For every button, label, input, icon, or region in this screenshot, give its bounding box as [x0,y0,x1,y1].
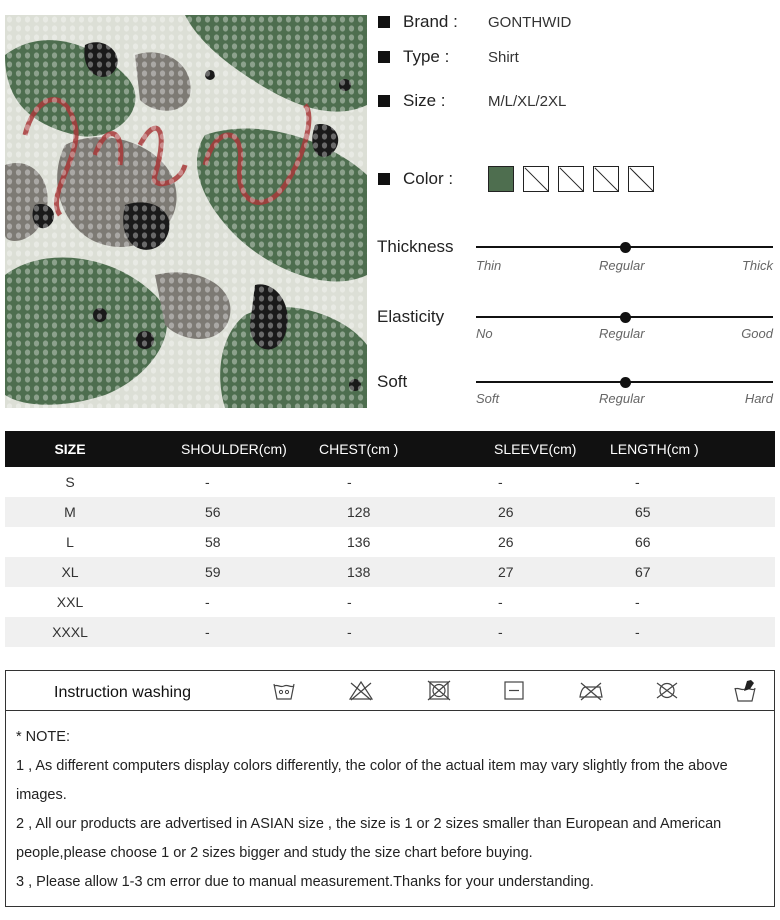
color-swatch-camo-green[interactable] [488,166,514,192]
table-row [5,617,775,647]
dry-flat-icon [501,677,527,703]
no-bleach-icon [348,677,374,703]
meter-min: Thin [476,258,502,273]
cell-sleeve: 27 [450,557,580,587]
cell-size: L [66,534,74,550]
product-fabric-image [5,15,367,408]
note-line-1: 1 , As different computers display colors differently, the color of the actual item may vary slightly from the above [16,758,728,774]
meter-mid: Regular [599,326,645,341]
spec-brand [378,12,571,32]
cell-shoulder: - [205,474,210,490]
meter-mid: Regular [599,258,645,273]
spec-color [378,166,654,192]
cell-shoulder: - [205,594,210,610]
type-label: Type : [403,47,450,66]
color-swatch-empty [523,166,549,192]
cell-chest: - [347,474,352,490]
color-swatch-empty [593,166,619,192]
cell-chest: - [305,617,450,647]
meter-max: Good [741,326,773,341]
cell-sleeve: 26 [450,497,580,527]
table-row [5,467,775,497]
cell-chest: 128 [305,497,450,527]
column-header-chest: CHEST(cm ) [305,431,450,467]
no-tumble-dry-icon [426,677,452,703]
hand-wash-icon [271,677,297,703]
color-label: Color : [403,169,454,188]
cell-shoulder: 58 [205,534,221,550]
meter-min: No [476,326,493,341]
size-label: Size : [403,91,446,110]
size-chart-table [5,431,775,647]
type-value: Shirt [488,48,519,66]
column-header-sleeve: SLEEVE(cm) [450,431,580,467]
meter-label: Elasticity [377,307,445,326]
cell-shoulder: 59 [135,557,305,587]
meter-marker [620,242,631,253]
color-swatches [488,166,654,192]
meter-marker [620,312,631,323]
cell-size: XXXL [5,617,135,647]
meter-soft [377,371,773,411]
cell-size: S [65,474,75,490]
table-header-row [5,431,775,467]
color-swatch-empty [628,166,654,192]
care-and-notes-box [5,670,775,907]
washing-instructions-bar [6,671,774,711]
note-line-3: 3 , Please allow 1-3 cm error due to manual measurement.Thanks for your understanding. [16,874,594,890]
table-row [5,557,775,587]
column-header-shoulder: SHOULDER(cm) [135,431,305,467]
cell-length: - [580,617,775,647]
table-row [5,587,775,617]
meter-thickness [377,236,773,276]
spec-type [378,47,519,67]
spec-size [378,91,566,111]
meter-elasticity [377,306,773,346]
cell-size: M [5,497,135,527]
camouflage-mesh-photo [5,15,367,408]
cell-size: XXL [56,594,84,610]
meter-label: Soft [377,372,408,391]
cell-chest: 138 [305,557,450,587]
bullet-square [378,16,390,28]
cell-length: - [635,474,640,490]
meter-label: Thickness [377,237,454,256]
no-dry-clean-icon [654,677,680,703]
bullet-square [378,95,390,107]
brand-value: GONTHWID [488,13,572,31]
meter-max: Thick [741,258,773,273]
cell-length: 66 [635,534,651,550]
hand-wash-only-icon [732,677,758,703]
note-line-2-cont: people,please choose 1 or 2 sizes bigger and study the size chart before buying. [16,845,533,861]
cell-shoulder: - [135,617,305,647]
table-row [5,527,775,557]
meter-mid: Regular [599,391,645,406]
table-row [5,497,775,527]
cell-length: - [635,594,640,610]
cell-sleeve: 26 [498,534,514,550]
no-iron-icon [578,677,604,703]
note-line-2: 2 , All our products are advertised in ASIAN size , the size is 1 or 2 sizes smaller than European and American [16,816,722,832]
cell-sleeve: - [450,617,580,647]
cell-sleeve: - [498,594,503,610]
note-line-1-cont: images. [16,787,67,803]
column-header-length: LENGTH(cm ) [580,431,775,467]
cell-length: 67 [580,557,775,587]
cell-shoulder: 56 [135,497,305,527]
column-header-size: SIZE [5,431,135,467]
size-value: M/L/XL/2XL [488,92,567,110]
note-heading: * NOTE: [16,729,70,745]
meter-max: Hard [744,391,773,406]
notes-section [16,723,774,897]
bullet-square [378,51,390,63]
color-swatch-empty [558,166,584,192]
cell-chest: 136 [347,534,371,550]
cell-sleeve: - [498,474,503,490]
brand-label: Brand : [403,12,458,31]
meter-min: Soft [476,391,500,406]
bullet-square [378,173,390,185]
cell-length: 65 [580,497,775,527]
washing-title: Instruction washing [54,684,191,701]
cell-size: XL [5,557,135,587]
cell-chest: - [347,594,352,610]
meter-marker [620,377,631,388]
